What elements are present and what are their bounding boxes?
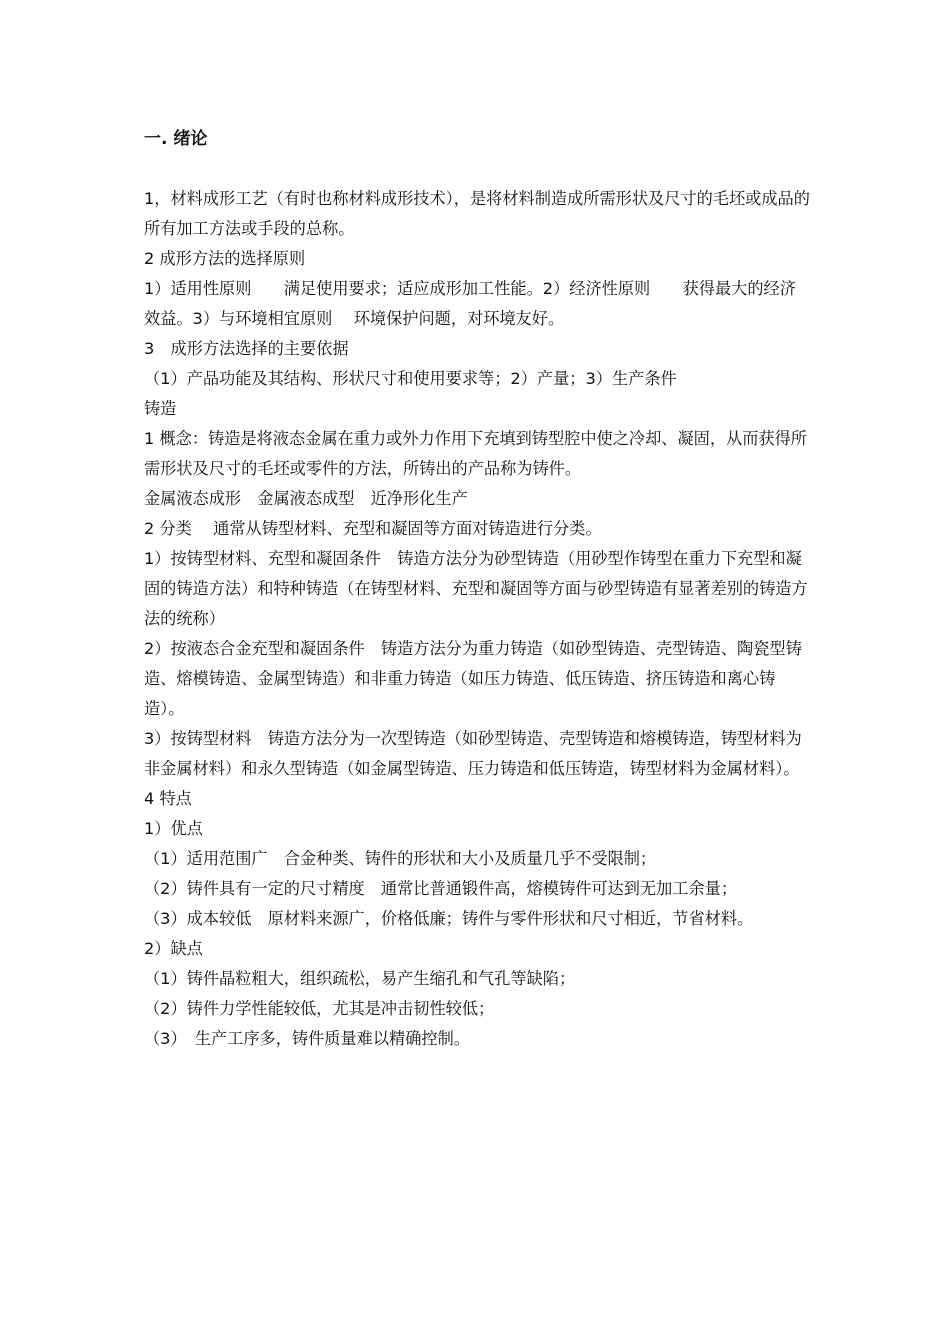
paragraph-casting-terms: 金属液态成形 金属液态成型 近净形化生产 (144, 489, 468, 508)
paragraph-classification-title: 2 分类 通常从铸型材料、充型和凝固等方面对铸造进行分类。 (144, 519, 602, 538)
paragraph-casting-concept: 1 概念：铸造是将液态金属在重力或外力作用下充填到铸型腔中使之冷却、凝固，从而获得所需形状及尺寸的毛坯或零件的方法，所铸出的产品称为铸件。 (144, 429, 807, 478)
paragraph-advantage-3: （3）成本较低 原材料来源广，价格低廉；铸件与零件形状和尺寸相近，节省材料。 (144, 909, 754, 928)
paragraph-definition: 1，材料成形工艺（有时也称材料成形技术），是将材料制造成所需形状及尺寸的毛坯或成品的所有加工方法或手段的总称。 (144, 189, 810, 238)
paragraph-disadvantage-3: （3） 生产工序多，铸件质量难以精确控制。 (144, 1029, 470, 1048)
paragraph-advantage-1: （1）适用范围广 合金种类、铸件的形状和大小及质量几乎不受限制； (144, 849, 657, 868)
paragraph-disadvantage-1: （1）铸件晶粒粗大，组织疏松，易产生缩孔和气孔等缺陷； (144, 969, 576, 988)
paragraph-disadvantage-2: （2）铸件力学性能较低，尤其是冲击韧性较低； (144, 999, 495, 1018)
paragraph-classification-3: 3）按铸型材料 铸造方法分为一次型铸造（如砂型铸造、壳型铸造和熔模铸造，铸型材料为非金属材料）和永久型铸造（如金属型铸造、压力铸造和低压铸造，铸型材料为金属材料）。 (144, 729, 802, 778)
paragraph-selection-principle-title: 2 成形方法的选择原则 (144, 249, 306, 268)
paragraph-features-title: 4 特点 (144, 789, 192, 808)
paragraph-selection-basis: （1）产品功能及其结构、形状尺寸和使用要求等；2）产量；3）生产条件 (144, 369, 677, 388)
paragraph-disadvantages-title: 2）缺点 (144, 939, 203, 958)
paragraph-selection-principles: 1）适用性原则 满足使用要求；适应成形加工性能。2）经济性原则 获得最大的经济效益。3）与环境相宜原则 环境保护问题，对环境友好。 (144, 279, 796, 328)
paragraph-selection-basis-title: 3 成形方法选择的主要依据 (144, 339, 349, 358)
document-body (144, 124, 812, 1054)
paragraph-advantages-title: 1）优点 (144, 819, 203, 838)
paragraph-casting-title: 铸造 (144, 399, 177, 418)
paragraph-classification-1: 1）按铸型材料、充型和凝固条件 铸造方法分为砂型铸造（用砂型作铸型在重力下充型和凝固的铸造方法）和特种铸造（在铸型材料、充型和凝固等方面与砂型铸造有显著差别的铸造方法的统称） (144, 549, 808, 628)
paragraph-advantage-2: （2）铸件具有一定的尺寸精度 通常比普通锻件高，熔模铸件可达到无加工余量； (144, 879, 738, 898)
paragraph-classification-2: 2）按液态合金充型和凝固条件 铸造方法分为重力铸造（如砂型铸造、壳型铸造、陶瓷型铸造、熔模铸造、金属型铸造）和非重力铸造（如压力铸造、低压铸造、挤压铸造和离心铸造）。 (144, 639, 802, 718)
section-heading: 一. 绪论 (144, 129, 208, 149)
